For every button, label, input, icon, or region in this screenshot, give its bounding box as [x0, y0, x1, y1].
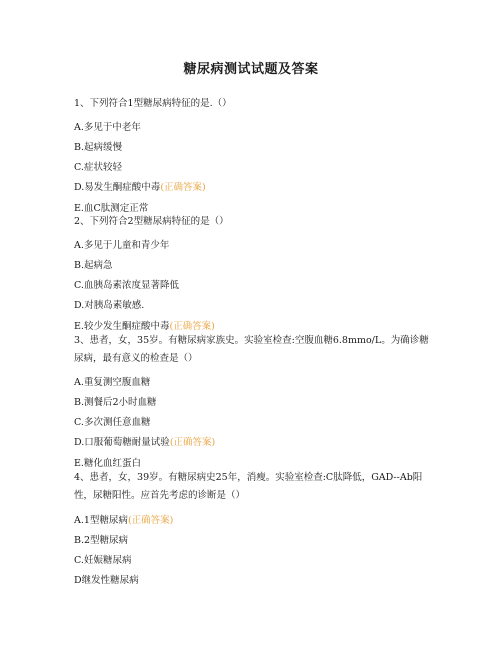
correct-answer-marker: (正确答案) — [160, 182, 206, 193]
correct-answer-marker: (正确答案) — [169, 437, 216, 448]
question-4-option-b: B.2型糖尿病 — [74, 535, 129, 546]
question-1-stem: 1、下列符合1型糖尿病特征的是.（） — [74, 98, 232, 109]
question-3-option-d — [74, 436, 215, 450]
correct-answer-marker: (正确答案) — [169, 321, 215, 332]
question-4-stem: 4、患者，女，39岁。有糖尿病史25年，消瘦。实验室检查:C肽降低，GAD--Ab阳性，尿糖阳性。应首先考虑的诊断是（） — [74, 472, 423, 501]
question-4-option-a — [74, 514, 173, 528]
question-2-option-b: B.起病急 — [74, 260, 113, 271]
question-3-stem: 3、患者，女，35岁。有糖尿病家族史。实验室检查:空腹血糖6.8mmo/L。为确诊糖尿病，最有意义的检查是（） — [74, 335, 429, 364]
question-2-option-c: C.血胰岛素浓度显著降低 — [74, 280, 179, 291]
question-3-option-b: B.测餐后2小时血糖 — [74, 397, 157, 408]
question-1-option-c: C.症状较轻 — [74, 162, 122, 173]
question-2-stem: 2、下列符合2型糖尿病特征的是（） — [74, 216, 229, 227]
question-3-option-c: C.多次测任意血糖 — [74, 417, 151, 428]
question-1-option-d — [74, 181, 206, 195]
option-text: D.易发生酮症酸中毒 — [74, 182, 161, 193]
option-text: E.较少发生酮症酸中毒 — [74, 321, 170, 332]
question-4-option-c: C.妊娠糖尿病 — [74, 555, 132, 566]
question-3-option-e: E.糖化血红蛋白 — [74, 458, 141, 469]
question-1-option-a: A.多见于中老年 — [74, 122, 141, 133]
option-text: A.1型糖尿病 — [74, 515, 128, 526]
question-1-option-b: B.起病缓慢 — [74, 142, 123, 153]
question-2-option-d: D.对胰岛素敏感. — [74, 300, 145, 311]
page-title: 糖尿病测试试题及答案 — [183, 62, 319, 77]
question-4-option-d: D继发性糖尿病 — [74, 575, 139, 586]
correct-answer-marker: (正确答案) — [127, 515, 174, 526]
question-3-option-a: A.重复测空腹血糖 — [74, 377, 151, 388]
option-text: D.口服葡萄糖耐量试验 — [74, 437, 170, 448]
question-1-option-e: E.血C肽测定正常 — [74, 203, 149, 214]
question-2-option-a: A.多见于儿童和青少年 — [74, 240, 170, 251]
